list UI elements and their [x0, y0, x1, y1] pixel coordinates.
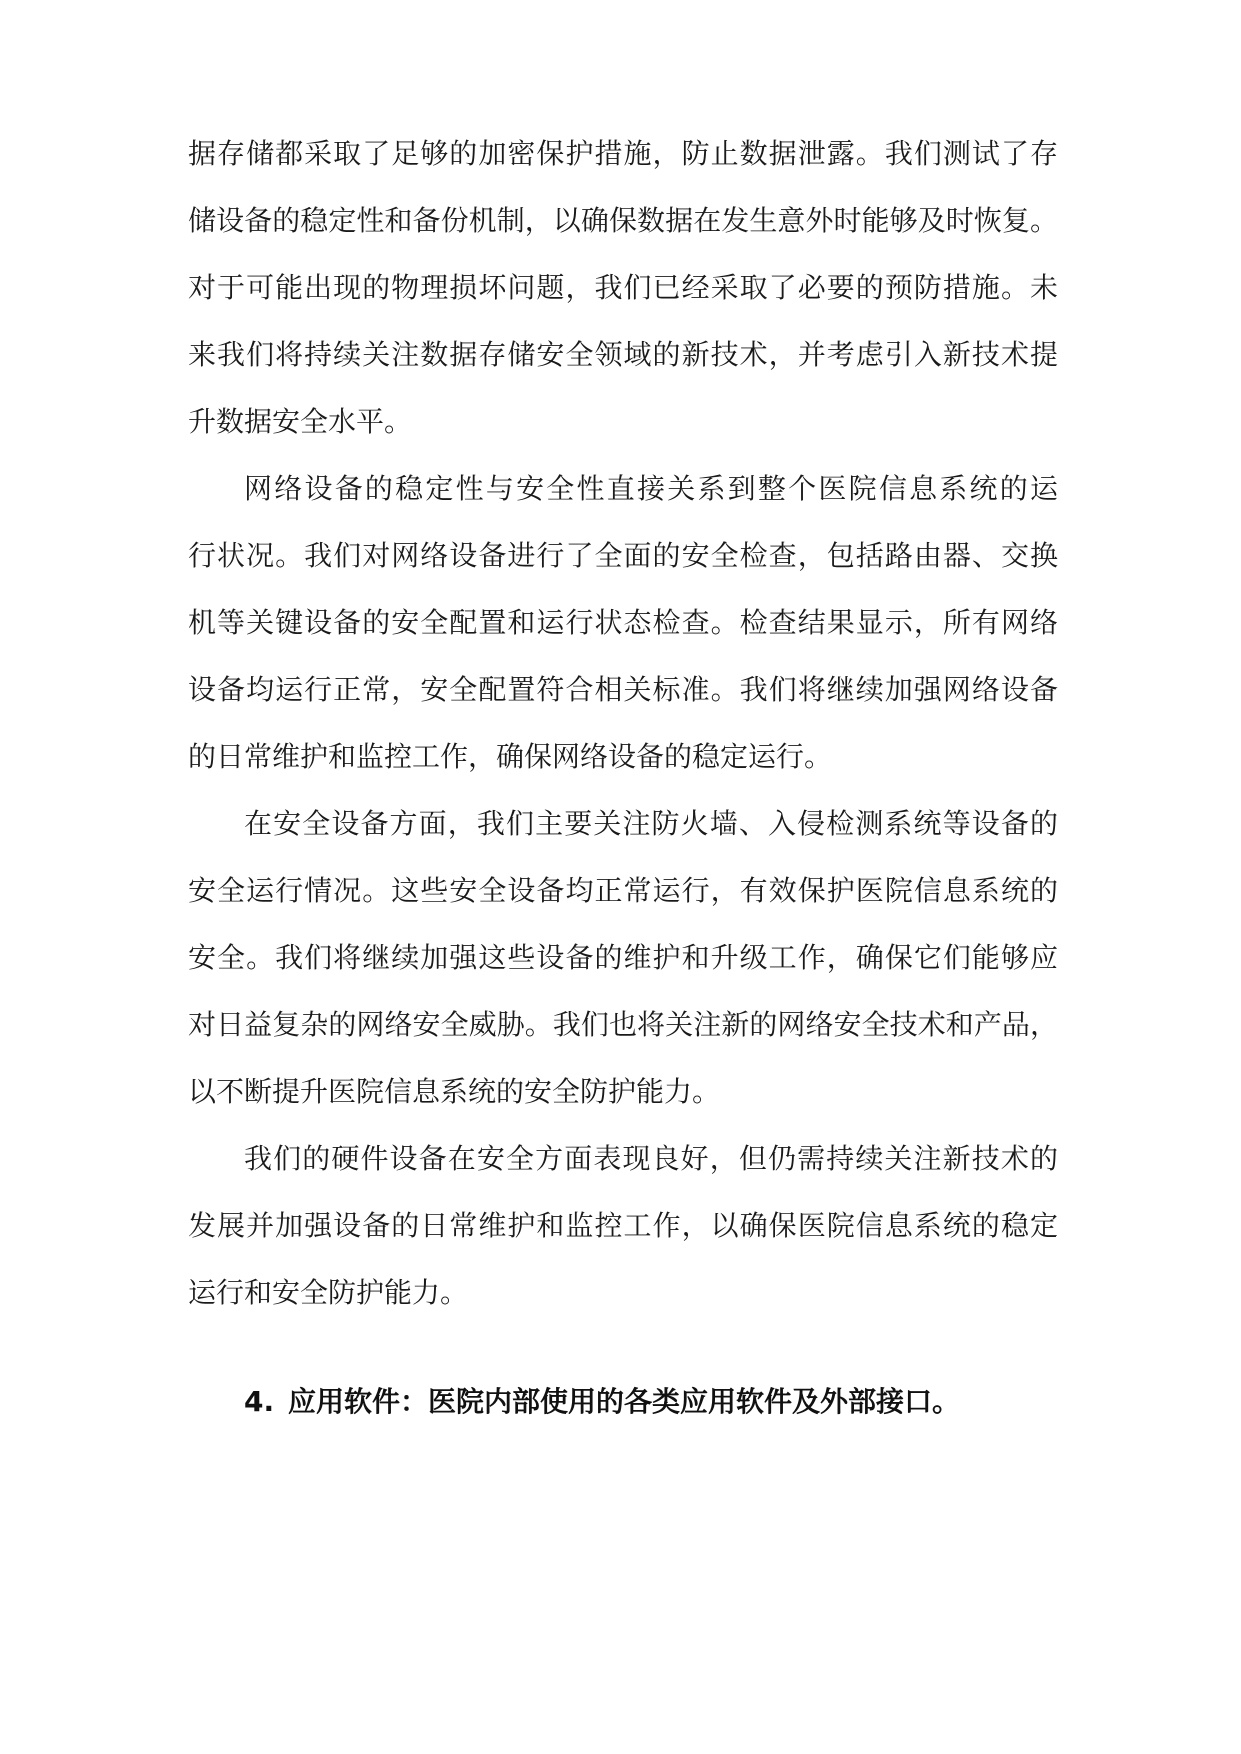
section-number: 4.: [244, 1385, 275, 1418]
paragraph-1-line-4: 来我们将持续关注数据存储安全领域的新技术，并考虑引入新技术提: [188, 338, 1058, 371]
paragraph-2-line-1: 网络设备的稳定性与安全性直接关系到整个医院信息系统的运: [244, 472, 1058, 505]
paragraph-1-line-1: 据存储都采取了足够的加密保护措施，防止数据泄露。我们测试了存: [188, 137, 1058, 170]
paragraph-2-line-4: 设备均运行正常，安全配置符合相关标准。我们将继续加强网络设备: [188, 673, 1058, 706]
paragraph-1-line-3: 对于可能出现的物理损坏问题，我们已经采取了必要的预防措施。未: [188, 271, 1058, 304]
paragraph-3-line-5: 以不断提升医院信息系统的安全防护能力。: [188, 1075, 721, 1108]
paragraph-3-line-2: 安全运行情况。这些安全设备均正常运行，有效保护医院信息系统的: [188, 874, 1058, 907]
paragraph-2-line-2: 行状况。我们对网络设备进行了全面的安全检查，包括路由器、交换: [188, 539, 1058, 572]
paragraph-1-line-5: 升数据安全水平。: [188, 405, 413, 438]
paragraph-3-line-3: 安全。我们将继续加强这些设备的维护和升级工作，确保它们能够应: [188, 941, 1058, 974]
paragraph-1-line-2: 储设备的稳定性和备份机制，以确保数据在发生意外时能够及时恢复。: [188, 204, 1058, 237]
paragraph-3-line-1: 在安全设备方面，我们主要关注防火墙、入侵检测系统等设备的: [244, 807, 1058, 840]
paragraph-4-line-2: 发展并加强设备的日常维护和监控工作，以确保医院信息系统的稳定: [188, 1209, 1058, 1242]
paragraph-2-line-5: 的日常维护和监控工作，确保网络设备的稳定运行。: [188, 740, 833, 773]
section-title: 应用软件：医院内部使用的各类应用软件及外部接口。: [288, 1385, 961, 1418]
section-heading: [244, 1384, 960, 1420]
paragraph-4-line-3: 运行和安全防护能力。: [188, 1276, 469, 1309]
paragraph-2-line-3: 机等关键设备的安全配置和运行状态检查。检查结果显示，所有网络: [188, 606, 1058, 639]
paragraph-4-line-1: 我们的硬件设备在安全方面表现良好，但仍需持续关注新技术的: [244, 1142, 1058, 1175]
paragraph-3-line-4: 对日益复杂的网络安全威胁。我们也将关注新的网络安全技术和产品，: [188, 1008, 1058, 1041]
